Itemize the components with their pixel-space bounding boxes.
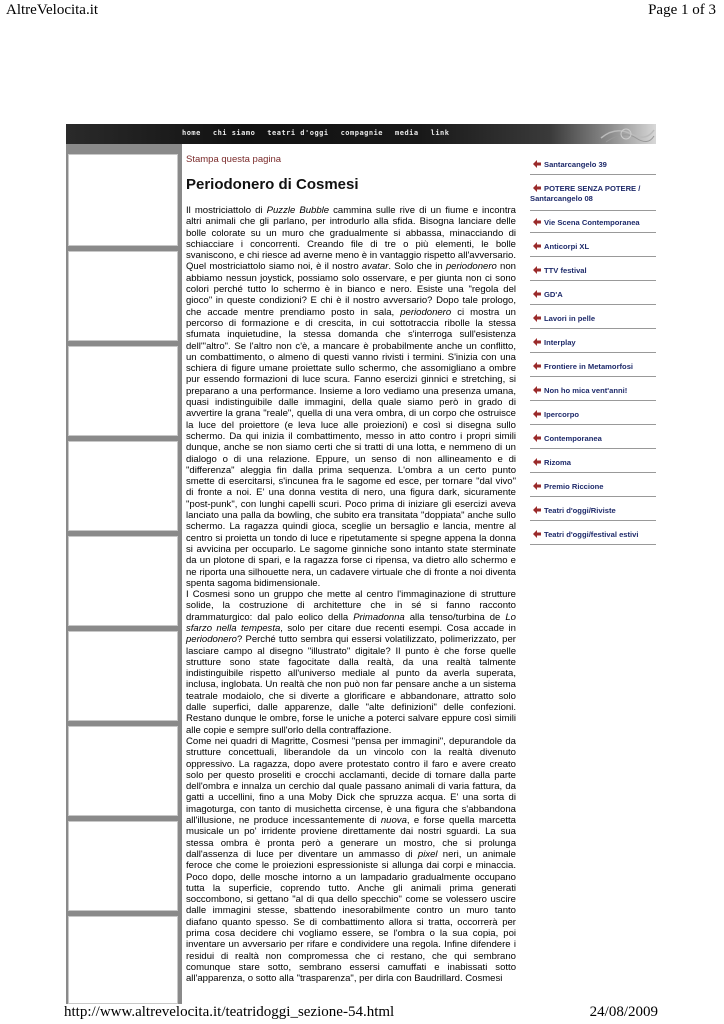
sidebar-link[interactable]	[530, 530, 656, 540]
nav-item-chi-siamo[interactable]: chi siamo	[212, 129, 256, 137]
paragraph-text: ci mostra un percorso di formazione e di crescita, in cui sottotraccia ribolle la stessa sfumata inquietudine, la stessa domanda che s'interroga sull'esistenza dell'"altro". Se l'altro non c'è, a mancare è probabilmente anche un conflitto, un combattimento, o almeno di questi vanno rivisti i termini. S'inizia con una schiera di figure umane proiettate sullo schermo, che assomigliano a ombre pur essendo formazioni di luce scura. Fanno esercizi ginnici e stretching, si preparano a una performance. Insieme a loro vediamo una presenza umana, quasi indistinguibile dalle immagini, della quale siamo però in grado di avvertire la grana "reale", quella di una vera ombra, di un corpo che ostruisce la luce del proiettore (e leva luce alle proiezioni) e così si disegna sullo schermo. Da qui inizia il combattimento, messo in atto contro i propri simili dunque, anche se non siamo certi che si tratti di una lotta, e nemmeno di un dialogo o di una relazione. Eppure, un senso di non allineamento e di "differenza" aleggia fin dalla prima sequenza. L'ombra a un certo punto smette di esercitarsi, s'incunea fra le sagome ed esce, per tornare "dal vivo" di fronte a noi. E' una donna vestita di nero, una figura dark, sicuramente "post-punk", con lunghi capelli scuri. Poco prima di iniziare gli esercizi aveva lanciato una palla da bowling, che subito era transitata "doppiata" anche sullo schermo. La ragazza quindi gioca, sceglie un bersaglio e lancia, mentre al centro si proietta un tondo di luce e ripetutamente si spegne appena la donna si avvicina per occuparlo. Le sagome ginniche sono intanto state sterminate da un plotone di spari, e la ragazza forse ci ripensa, va dietro allo schermo e ne riporta una silhouette nera, un cadavere virtuale che di fronte a noi diventa spenta sagoma bidimensionale.	[186, 306, 516, 589]
left-column-box	[68, 726, 178, 816]
sidebar-link-label: Frontiere in Metamorfosi	[544, 362, 634, 371]
nav-item-teatri-d-oggi[interactable]: teatri d'oggi	[267, 129, 329, 137]
article-paragraph	[186, 205, 516, 589]
arrow-left-icon	[532, 409, 542, 419]
sidebar-link[interactable]	[530, 458, 656, 468]
arrow-left-icon	[532, 529, 542, 539]
sidebar-divider	[530, 400, 656, 401]
sidebar-link[interactable]	[530, 410, 656, 420]
left-column-box	[68, 441, 178, 531]
nav-item-link[interactable]: link	[430, 129, 450, 137]
sidebar-link[interactable]	[530, 386, 656, 396]
left-column-box	[68, 916, 178, 1004]
sidebar-link-label: Teatri d'oggi/Riviste	[544, 506, 616, 515]
italic-text: Lo sfarzo nella tempesta	[186, 611, 516, 634]
sidebar-link-label: Anticorpi XL	[544, 242, 590, 251]
paragraph-text: Il mostriciattolo di	[186, 205, 267, 216]
sidebar-link-label: Santarcangelo 39	[544, 160, 607, 169]
paragraph-text: cammina sulle rive di un fiume e incontra altri animali che gli parlano, per introdurlo alla sfida. Bisogna lanciare delle bolle colorate su un muro che gradualmente si abbassa, minacciando di schiacciare i concorrenti. Creando file di tre o più elementi, le bolle svaniscono, e chi riesce ad averne meno è in vantaggio rispetto all'avversario. Quel mostriciattolo siamo noi, è il nostro	[186, 205, 516, 273]
sidebar-divider	[530, 280, 656, 281]
arrow-left-icon	[532, 457, 542, 467]
italic-text: avatar	[361, 261, 389, 273]
arrow-left-icon	[532, 159, 542, 169]
sidebar-link-label: GD'A	[544, 290, 563, 299]
print-header-site: AltreVelocita.it	[6, 2, 99, 18]
italic-text: periodonero	[400, 306, 452, 318]
arrow-left-icon	[532, 505, 542, 515]
sidebar-link[interactable]	[530, 506, 656, 516]
sidebar-divider	[530, 376, 656, 377]
sidebar-divider	[530, 424, 656, 425]
article-body	[186, 205, 516, 984]
sidebar-divider	[530, 174, 656, 175]
sidebar-link[interactable]	[530, 362, 656, 372]
arrow-left-icon	[532, 433, 542, 443]
sidebar-link[interactable]	[530, 218, 656, 228]
sidebar-link[interactable]	[530, 482, 656, 492]
sidebar-link-label: Interplay	[544, 338, 576, 347]
print-page-link[interactable]: Stampa questa pagina	[186, 154, 282, 165]
sidebar-link[interactable]	[530, 160, 656, 170]
sidebar-link-label: Contemporanea	[544, 434, 602, 443]
sidebar-link-label: TTV festival	[544, 266, 587, 275]
arrow-left-icon	[532, 289, 542, 299]
sidebar-link[interactable]	[530, 184, 656, 204]
paragraph-text: neri, un animale feroce che come le proiezioni espressioniste si allunga dai corpi e minaccia. Poco dopo, delle mosche intorno a un lampadario gradualmente occupano tutta la superficie, coprendo tutto. Anche gli animali prima generati soccombono, si gettano "al di qua dello specchio" come se volessero uscire dalle immagini stesse, sbattendo inesorabilmente contro un muro tanto diafano quanto spesso. Se di combattimento allora si tratta, occorrerà per prima cosa decidere chi vogliamo essere, se l'ombra o la sua copia, poi inventare un avversario per rifare e condividere una regola. Infine difendere i residui di realtà non compromessa che ci restano, che qui sembrano comunque stare sotto, sembrano essersi camuffati e inabissati sotto all'apparenza, o sotto alla "trasparenza", per dirla con Baudrillard. Cosmesi	[186, 848, 516, 985]
sidebar-divider	[530, 304, 656, 305]
left-column-box	[68, 631, 178, 721]
article	[186, 154, 516, 984]
arrow-left-icon	[532, 361, 542, 371]
paragraph-text: , e forse quella marcetta musicale un po' irridente proviene direttamente dai nostri sguardi. La sua stessa ombra è pronta però a generare un mostro, che si prolunga dall'assenza di luce per diventare un ammasso di	[186, 815, 516, 860]
nav-item-media[interactable]: media	[395, 129, 419, 137]
left-column-box	[68, 821, 178, 911]
sidebar-link[interactable]	[530, 434, 656, 444]
print-footer-date: 24/08/2009	[589, 1004, 658, 1020]
nav-menu	[182, 129, 449, 138]
arrow-left-icon	[532, 241, 542, 251]
nav-item-compagnie[interactable]: compagnie	[340, 129, 384, 137]
italic-text: Puzzle Bubble	[266, 205, 330, 216]
paragraph-text: ? Perché tutto sembra qui essersi volatilizzato, polimerizzato, per lasciare campo al disegno "illustrato" digitale? Il punto è che forse quelle strutture sono state fagocitate dalla realtà, da una realtà talmente indistinguibile rispetto all'universo mediale al punto da averla superata, inclusa, inglobata. Un realtà che non può non far pensare anche a un sistema teatrale modaiolo, che si diverte a glorificare e abbandonare, attratto solo dalle superfici, dalle apparenze, dalle "alte definizioni" delle confezioni. Restano dunque le ombre, forse le uniche a poterci salvare eppure così simili alle copie e sempre sull'orlo della contraffazione.	[186, 634, 516, 736]
article-paragraph	[186, 589, 516, 736]
sidebar-link-label: Ipercorpo	[544, 410, 580, 419]
sidebar-divider	[530, 496, 656, 497]
paragraph-text: , solo per citare due recenti esempi. Cosa accade in	[280, 622, 516, 634]
italic-text: pixel	[417, 848, 438, 860]
arrow-left-icon	[532, 481, 542, 491]
italic-text: nuova	[380, 815, 407, 827]
sidebar-link[interactable]	[530, 338, 656, 348]
paragraph-text: Come nei quadri di Magritte, Cosmesi "pensa per immagini", depurandole da strutture concettuali, liberandole da un vincolo con la realtà divenuto oppressivo. La ragazza, dopo avere protestato contro il faro e avere creato solo per questo proseliti e crocchi acclamanti, decide di tornare dalla parte dell'ombra e innalza un cerchio dal quale passano animali di varia fattura, da gatti a uccellini, fino a una Moby Dick che spruzza acqua. E' una sorta di imagoturga, con tanto di musichetta circense, è una figura che s'abbandona all'illusione, ne produce incessantemente di	[186, 735, 516, 827]
sidebar-divider	[530, 472, 656, 473]
top-navigation-bar	[66, 124, 656, 144]
left-column-box	[68, 154, 178, 246]
sidebar-link-label: Non ho mica vent'anni!	[544, 386, 628, 395]
sidebar-link[interactable]	[530, 314, 656, 324]
sidebar-divider	[530, 328, 656, 329]
left-decorative-column	[66, 144, 182, 1004]
arrow-left-icon	[532, 385, 542, 395]
arrow-left-icon	[532, 337, 542, 347]
sidebar-link[interactable]	[530, 290, 656, 300]
article-paragraph	[186, 736, 516, 985]
arrow-left-icon	[532, 217, 542, 227]
left-column-box	[68, 536, 178, 626]
sidebar-divider	[530, 352, 656, 353]
italic-text: periodonero	[186, 634, 237, 646]
arrow-left-icon	[532, 183, 542, 193]
paragraph-text: non abbiamo nessun joystick, possiamo solo osservare, e per giunta non ci sono colori perché tutto lo schermo è in bianco e nero. Esiste una "regola del gioco" in queste condizioni? E chi è il nostro avversario? Dopo tale prologo, che accade mentre prendiamo posto in sala,	[186, 261, 516, 318]
italic-text: periodonero	[445, 261, 497, 273]
italic-text: Primadonna	[353, 611, 405, 623]
arrow-left-icon	[532, 265, 542, 275]
sidebar-link-label: POTERE SENZA POTERE / Santarcangelo 08	[530, 184, 641, 203]
sidebar-divider	[530, 256, 656, 257]
sidebar-link-label: Premio Riccione	[544, 482, 604, 491]
sidebar-divider	[530, 448, 656, 449]
sidebar-link-label: Rizoma	[544, 458, 572, 467]
sidebar-link-label: Vie Scena Contemporanea	[544, 218, 640, 227]
print-header-page-number: Page 1 of 3	[648, 2, 716, 18]
paragraph-text: alla tenso/turbina de	[404, 611, 506, 623]
sidebar-link[interactable]	[530, 242, 656, 252]
sidebar-link[interactable]	[530, 266, 656, 276]
article-title: Periodonero di Cosmesi	[186, 176, 359, 193]
swirl-decoration-icon	[596, 124, 656, 144]
paragraph-text: I Cosmesi sono un gruppo che mette al centro l'immaginazione di strutture solide, la costruzione di architetture che in sé si fanno racconto drammaturgico: dal palo eolico della	[186, 589, 516, 623]
sidebar-divider	[530, 544, 656, 545]
nav-item-home[interactable]: home	[182, 129, 201, 137]
sidebar-divider	[530, 210, 656, 211]
left-column-box	[68, 251, 178, 341]
sidebar-divider	[530, 520, 656, 521]
left-column-box	[68, 346, 178, 436]
sidebar-divider	[530, 232, 656, 233]
print-footer-url: http://www.altrevelocita.it/teatridoggi_sezione-54.html	[64, 1004, 395, 1020]
paragraph-text: . Solo che in	[388, 261, 446, 273]
arrow-left-icon	[532, 313, 542, 323]
sidebar-link-label: Teatri d'oggi/festival estivi	[544, 530, 639, 539]
sidebar-link-label: Lavori in pelle	[544, 314, 596, 323]
